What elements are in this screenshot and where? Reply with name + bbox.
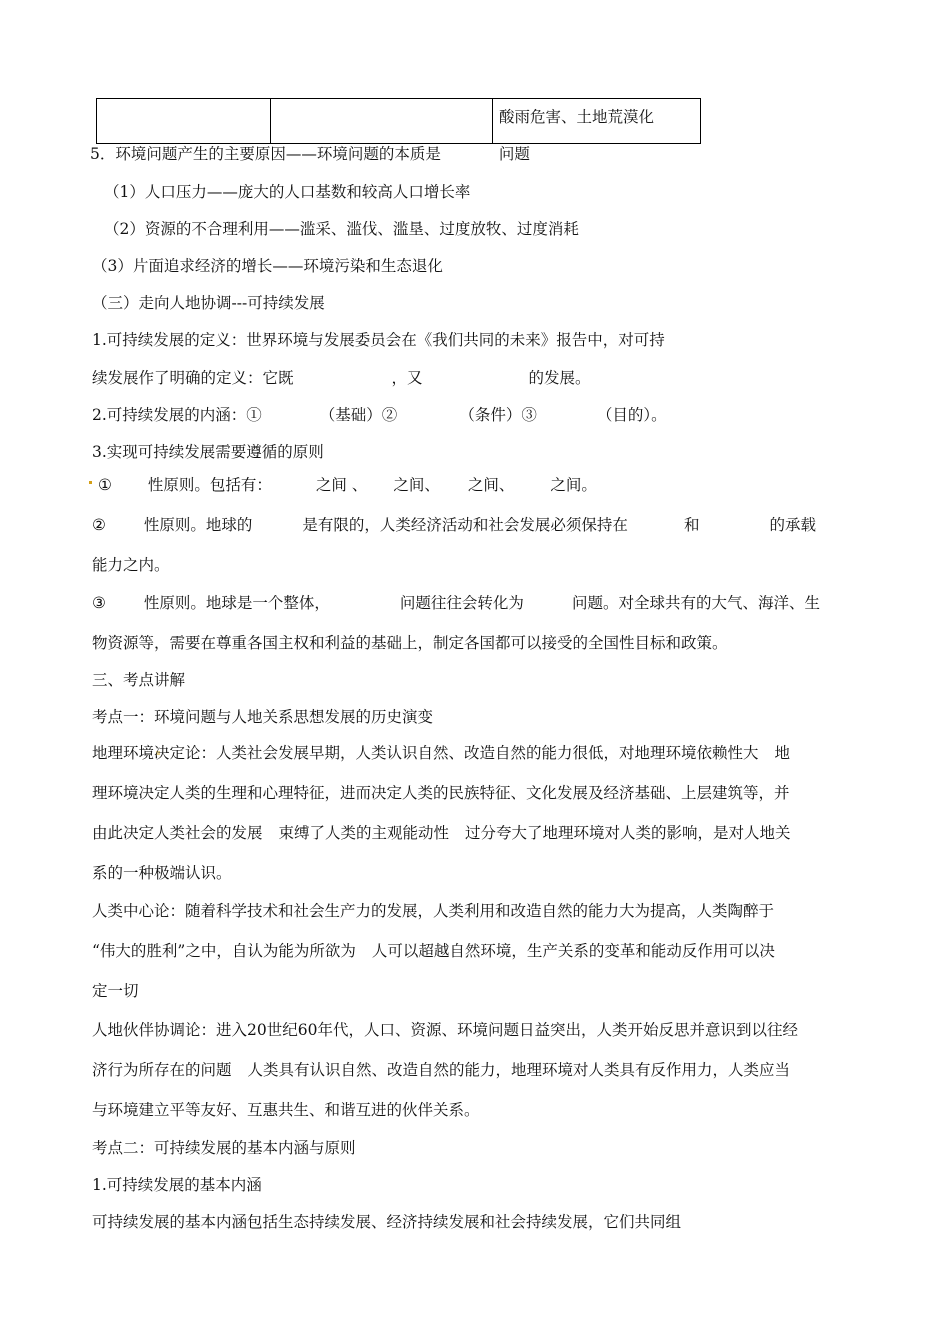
text: 问题往往会转化为 (399, 594, 524, 612)
text: 的发展。 (528, 369, 591, 387)
text: 过分夸大了地理环境对人类的影响，是对人地关 (465, 824, 791, 842)
text: 5．环境问题产生的主要原因——环境问题的本质是 (90, 145, 441, 163)
paragraph-line (92, 366, 591, 388)
paragraph-line: 1.可持续发展的基本内涵 (92, 1176, 262, 1194)
text: “伟大的胜利”之中，自认为能为所欲为 (92, 942, 356, 960)
text: 地 (774, 744, 791, 762)
text: 人类具有认识自然、改造自然的能力，地理环境对人类具有反作用力，人类应当 (247, 1061, 791, 1079)
text: 问题 (498, 145, 530, 163)
text: 济行为所存在的问题 (92, 1061, 232, 1079)
text: 人可以超越自然环境，生产关系的变革和能动反作用可以决 (371, 942, 775, 960)
paragraph-line: 理环境决定人类的生理和心理特征，进而决定人类的民族特征、文化发展及经济基础、上层建筑等，并 (92, 784, 790, 802)
text: 由此决定人类社会的发展 (92, 824, 263, 842)
paragraph-line (92, 939, 775, 961)
paragraph-cause-heading (90, 142, 530, 164)
table-cell: 酸雨危害、土地荒漠化 (493, 99, 701, 144)
exam-point-heading: 考点一：环境问题与人地关系思想发展的历史演变 (92, 708, 434, 726)
exam-point-heading: 考点二：可持续发展的基本内涵与原则 (92, 1139, 356, 1157)
paragraph-line: 物资源等，需要在尊重各国主权和利益的基础上，制定各国都可以接受的全国性目标和政策。 (92, 634, 728, 652)
text: （目的）。 (596, 406, 667, 424)
text: 之间、 (467, 476, 515, 494)
text: ① (98, 476, 112, 494)
paragraph-line (92, 741, 790, 763)
environment-table-fragment (96, 98, 701, 144)
text: 性原则。地球是一个整体， (143, 594, 330, 612)
paragraph-line: 能力之内。 (92, 556, 170, 574)
text: 束缚了人类的主观能动性 (278, 824, 450, 842)
paragraph-line: 1.可持续发展的定义：世界环境与发展委员会在《我们共同的未来》报告中，对可持 (92, 331, 665, 349)
table-cell (271, 99, 493, 144)
text: 性原则。地球的 (143, 516, 253, 534)
text: 之间、 (393, 476, 440, 494)
text: 是有限的，人类经济活动和社会发展必须保持在 (302, 516, 628, 534)
text: 2.可持续发展的内涵：① (92, 406, 262, 424)
paragraph-line: 系的一种极端认识。 (92, 864, 232, 882)
text: 地理环境决定论：人类社会发展早期，人类认识自然、改造自然的能力很低，对地理环境依赖性大 (92, 744, 759, 762)
text: （基础）② (319, 406, 398, 424)
paragraph-line: 可持续发展的基本内涵包括生态持续发展、经济持续发展和社会持续发展，它们共同组 (92, 1213, 682, 1231)
text: 问题。对全球共有的大气、海洋、生 (571, 594, 820, 612)
text: 和 (683, 516, 700, 534)
text: 性原则。包括有： (147, 476, 272, 494)
section-heading: 三、考点讲解 (92, 671, 186, 689)
list-item: （2）资源的不合理利用——滥采、滥伐、滥垦、过度放牧、过度消耗 (104, 220, 579, 238)
text: 之间 、 (315, 476, 368, 494)
principle-line (98, 473, 597, 495)
text: ② (92, 516, 106, 534)
section-heading: （三）走向人地协调---可持续发展 (92, 294, 325, 312)
text: ③ (92, 594, 106, 612)
principle-line (92, 513, 816, 535)
paragraph-line: 3.实现可持续发展需要遵循的原则 (92, 443, 324, 461)
list-item: （1）人口压力——庞大的人口基数和较高人口增长率 (104, 183, 471, 201)
paragraph-line (92, 403, 667, 425)
text: 的承载 (769, 516, 816, 534)
table-row (97, 99, 701, 144)
paragraph-line (92, 821, 791, 843)
paragraph-line: 人地伙伴协调论：进入20世纪60年代，人口、资源、环境问题日益突出，人类开始反思并意识到以往经 (92, 1021, 798, 1039)
table-cell (97, 99, 271, 144)
paragraph-line: 定一切 (92, 982, 139, 1000)
paragraph-line: 与环境建立平等友好、互惠共生、和谐互进的伙伴关系。 (92, 1101, 480, 1119)
bullet-dot (89, 481, 92, 484)
text: ，又 (391, 369, 423, 387)
text: 续发展作了明确的定义：它既 (92, 369, 294, 387)
list-item: （3）片面追求经济的增长——环境污染和生态退化 (92, 257, 443, 275)
principle-line (92, 591, 820, 613)
text: 之间。 (550, 476, 597, 494)
paragraph-line: 人类中心论：随着科学技术和社会生产力的发展，人类利用和改造自然的能力大为提高，人类陶醉于 (92, 902, 775, 920)
text: （条件）③ (459, 406, 537, 424)
paragraph-line (92, 1058, 790, 1080)
